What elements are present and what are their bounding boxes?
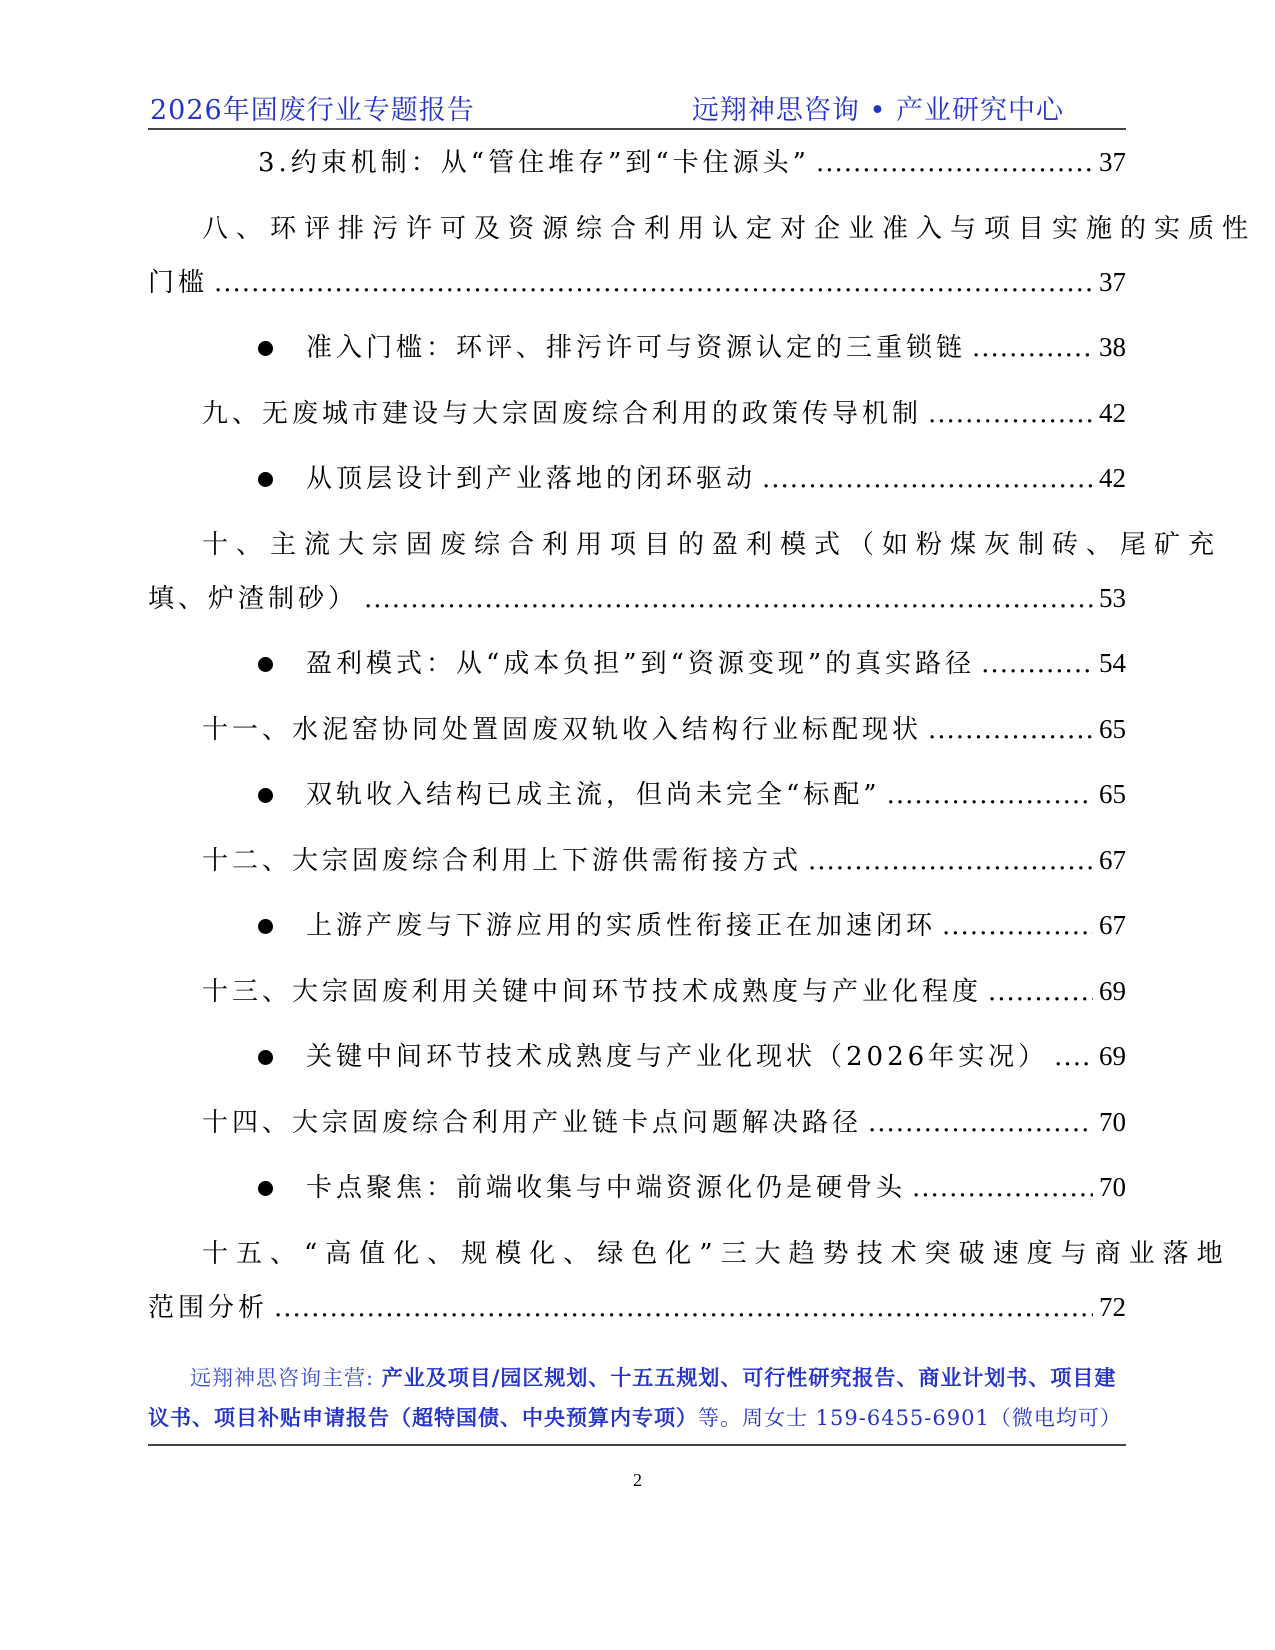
toc-entry[interactable] (148, 774, 1126, 814)
toc-entry[interactable] (148, 393, 1126, 433)
toc-entry[interactable] (148, 1167, 1126, 1207)
toc-leader-dots (214, 263, 1093, 303)
toc-leader-dots (981, 644, 1093, 684)
toc-page-number: 38 (1099, 332, 1126, 362)
toc-page-number: 67 (1099, 910, 1126, 940)
toc-entry[interactable] (148, 1287, 1126, 1327)
toc-entry[interactable] (148, 643, 1126, 683)
toc-page-number: 70 (1099, 1107, 1126, 1137)
toc-page-number: 37 (1099, 147, 1126, 177)
toc-entry[interactable] (148, 840, 1126, 880)
toc-page-number: 54 (1099, 648, 1126, 678)
company-name: 远翔神思咨询 • 产业研究中心 (691, 95, 1064, 126)
toc-leader-dots (942, 906, 1093, 946)
toc-page-number: 65 (1099, 779, 1126, 809)
toc-entry-title: 上游产废与下游应用的实质性衔接正在加速闭环 (306, 911, 937, 941)
toc-entry-title-line1[interactable]: 十五、“高值化、规模化、绿色化”三大趋势技术突破速度与商业落地 (202, 1239, 1231, 1269)
toc-entry-title: 盈利模式：从“成本负担”到“资源变现”的真实路径 (306, 649, 976, 679)
toc-entry[interactable] (148, 1036, 1126, 1076)
toc-entry[interactable] (148, 578, 1126, 618)
toc-entry-title: 准入门槛：环评、排污许可与资源认定的三重锁链 (306, 333, 967, 363)
toc-entry-title-line1[interactable]: 八、环评排污许可及资源综合利用认定对企业准入与项目实施的实质性 (202, 214, 1257, 244)
footer-contact: 等。周女士 159-6455-6901（微电均可） (698, 1406, 1122, 1430)
toc-entry-title: 十二、大宗固废综合利用上下游供需衔接方式 (202, 846, 803, 876)
toc-entry-title-line1[interactable]: 十、主流大宗固废综合利用项目的盈利模式（如粉煤灰制砖、尾矿充 (202, 530, 1223, 560)
toc-entry[interactable] (148, 905, 1126, 945)
toc-entry-title: 3.约束机制：从“管住堆存”到“卡住源头” (258, 148, 810, 178)
toc-leader-dots (887, 775, 1093, 815)
toc-leader-dots (928, 394, 1093, 434)
toc-page-number: 70 (1099, 1172, 1126, 1202)
toc-entry[interactable] (148, 1102, 1126, 1142)
toc-entry-title: 关键中间环节技术成熟度与产业化现状（2026年实况） (306, 1042, 1049, 1072)
toc-page-number: 37 (1099, 267, 1126, 297)
toc-leader-dots (816, 143, 1093, 183)
page-header (148, 84, 1126, 130)
toc-page-number: 72 (1099, 1292, 1126, 1322)
toc-page-number: 65 (1099, 714, 1126, 744)
toc-leader-dots (868, 1103, 1093, 1143)
toc-page-number: 69 (1099, 976, 1126, 1006)
toc-leader-dots (928, 710, 1093, 750)
toc-entry-title: 卡点聚焦：前端收集与中端资源化仍是硬骨头 (306, 1173, 907, 1203)
footer-services: 产业及项目/园区规划、十五五规划、可行性研究报告、商业计划书、项目建议书、项目补贴申请报告（超特国债、中央预算内专项） (148, 1365, 1117, 1430)
toc-page-number: 42 (1099, 463, 1126, 493)
toc-entry[interactable] (148, 971, 1126, 1011)
toc-page-number: 42 (1099, 398, 1126, 428)
toc-entry-title: 九、无废城市建设与大宗固废综合利用的政策传导机制 (202, 399, 923, 429)
toc-leader-dots (364, 579, 1093, 619)
toc-entry[interactable] (148, 709, 1126, 749)
toc-leader-dots (808, 841, 1093, 881)
toc-page-number: 67 (1099, 845, 1126, 875)
toc-entry-title: 双轨收入结构已成主流，但尚未完全“标配” (306, 780, 881, 810)
toc-page-number: 69 (1099, 1041, 1126, 1071)
toc-entry-title: 范围分析 (148, 1293, 269, 1323)
toc-entry-title: 十四、大宗固废综合利用产业链卡点问题解决路径 (202, 1108, 863, 1138)
toc-entry[interactable] (148, 262, 1126, 302)
toc-entry-title: 十三、大宗固废利用关键中间环节技术成熟度与产业化程度 (202, 977, 983, 1007)
toc-leader-dots (988, 972, 1093, 1012)
toc-entry-title: 从顶层设计到产业落地的闭环驱动 (306, 464, 757, 494)
toc-entry-title: 门槛 (148, 268, 209, 298)
toc-page-number: 53 (1099, 583, 1126, 613)
toc-leader-dots (912, 1168, 1093, 1208)
toc-leader-dots (762, 459, 1093, 499)
footer-divider (148, 1444, 1126, 1446)
footer-advertisement (148, 1358, 1126, 1438)
toc-entry-title: 填、炉渣制砂） (148, 584, 359, 614)
footer-lead: 远翔神思咨询主营: (190, 1366, 382, 1390)
toc-entry[interactable] (148, 458, 1126, 498)
toc-entry[interactable] (148, 142, 1126, 182)
toc-leader-dots (274, 1288, 1093, 1328)
toc-entry[interactable] (148, 327, 1126, 367)
toc-entry-title: 十一、水泥窑协同处置固废双轨收入结构行业标配现状 (202, 715, 923, 745)
report-title: 2026年固废行业专题报告 (150, 95, 475, 126)
toc-leader-dots (972, 328, 1093, 368)
toc-leader-dots (1054, 1037, 1093, 1077)
page-number: 2 (633, 1470, 642, 1490)
